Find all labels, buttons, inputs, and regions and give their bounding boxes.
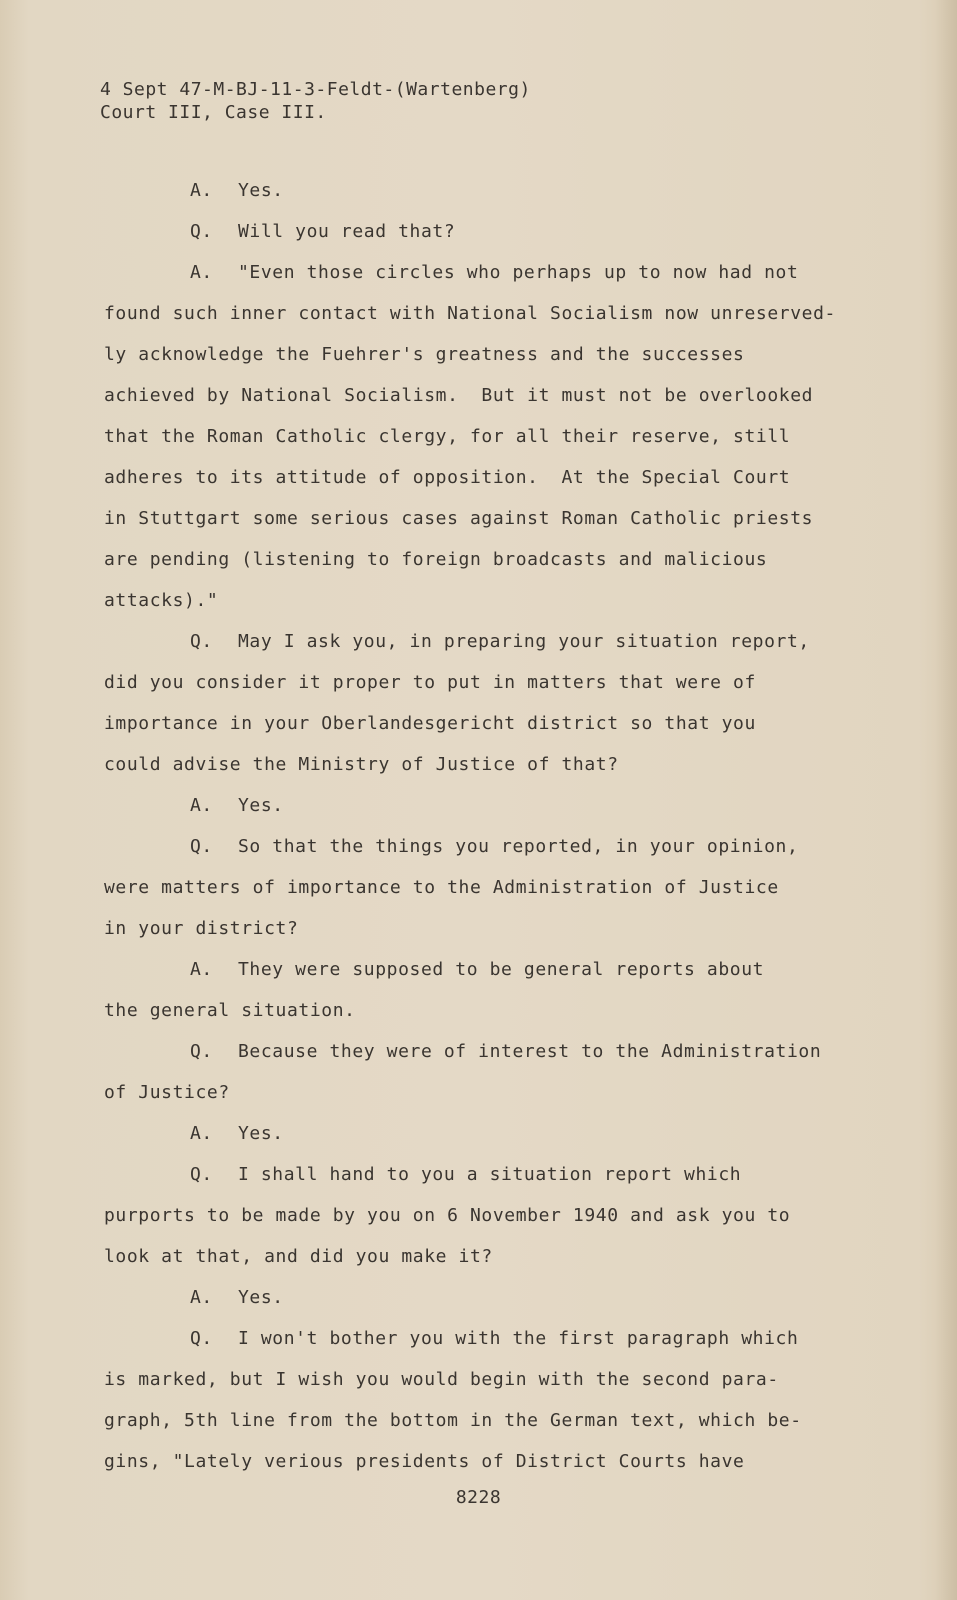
- transcript-text: graph, 5th line from the bottom in the German text, which be-: [104, 1410, 802, 1431]
- transcript-continuation-line: [104, 1195, 904, 1236]
- transcript-continuation-line: [104, 990, 904, 1031]
- transcript-continuation-line: [104, 1236, 904, 1277]
- transcript-exchange-first-line: [104, 252, 904, 293]
- transcript-text: adheres to its attitude of opposition. At the Special Court: [104, 467, 791, 488]
- transcript-text: achieved by National Socialism. But it must not be overlooked: [104, 385, 814, 406]
- page-edge-shadow: [935, 0, 957, 1600]
- transcript-exchange-first-line: [104, 826, 904, 867]
- transcript-exchange-first-line: [104, 1031, 904, 1072]
- transcript-text: Yes.: [238, 1123, 284, 1144]
- transcript-text: look at that, and did you make it?: [104, 1246, 493, 1267]
- speaker-label: A.: [190, 262, 213, 283]
- speaker-label: Q.: [190, 221, 213, 242]
- transcript-text: Yes.: [238, 795, 284, 816]
- speaker-label: A.: [190, 180, 213, 201]
- transcript-text: importance in your Oberlandesgericht district so that you: [104, 713, 756, 734]
- transcript-text: of Justice?: [104, 1082, 230, 1103]
- speaker-label: Q.: [190, 1164, 213, 1185]
- page-number: 8228: [455, 1487, 502, 1508]
- transcript-continuation-line: [104, 1072, 904, 1113]
- transcript-text: May I ask you, in preparing your situation report,: [238, 631, 810, 652]
- transcript-text: I won't bother you with the first paragraph which: [238, 1328, 799, 1349]
- transcript-continuation-line: [104, 334, 904, 375]
- transcript-text: in Stuttgart some serious cases against Roman Catholic priests: [104, 508, 814, 529]
- transcript-exchange-first-line: [104, 621, 904, 662]
- speaker-label: A.: [190, 959, 213, 980]
- transcript-continuation-line: [104, 1400, 904, 1441]
- transcript-text: Yes.: [238, 1287, 284, 1308]
- speaker-label: A.: [190, 795, 213, 816]
- transcript-continuation-line: [104, 1359, 904, 1400]
- transcript-body: [104, 170, 904, 1482]
- transcript-exchange-first-line: [104, 170, 904, 211]
- transcript-continuation-line: [104, 662, 904, 703]
- transcript-text: found such inner contact with National Socialism now unreserved-: [104, 303, 836, 324]
- header-case-reference: 4 Sept 47-M-BJ-11-3-Feldt-(Wartenberg): [100, 79, 531, 100]
- speaker-label: Q.: [190, 1041, 213, 1062]
- speaker-label: Q.: [190, 1328, 213, 1349]
- transcript-continuation-line: [104, 457, 904, 498]
- speaker-label: Q.: [190, 836, 213, 857]
- transcript-continuation-line: [104, 908, 904, 949]
- transcript-continuation-line: [104, 1441, 904, 1482]
- transcript-continuation-line: [104, 416, 904, 457]
- transcript-text: Will you read that?: [238, 221, 456, 242]
- transcript-continuation-line: [104, 498, 904, 539]
- transcript-text: So that the things you reported, in your opinion,: [238, 836, 799, 857]
- transcript-continuation-line: [104, 293, 904, 334]
- transcript-continuation-line: [104, 375, 904, 416]
- transcript-continuation-line: [104, 744, 904, 785]
- transcript-text: that the Roman Catholic clergy, for all their reserve, still: [104, 426, 791, 447]
- transcript-text: were matters of importance to the Administration of Justice: [104, 877, 779, 898]
- speaker-label: A.: [190, 1123, 213, 1144]
- transcript-exchange-first-line: [104, 1277, 904, 1318]
- transcript-continuation-line: [104, 867, 904, 908]
- transcript-text: did you consider it proper to put in matters that were of: [104, 672, 756, 693]
- transcript-text: are pending (listening to foreign broadcasts and malicious: [104, 549, 768, 570]
- transcript-text: could advise the Ministry of Justice of that?: [104, 754, 619, 775]
- speaker-label: A.: [190, 1287, 213, 1308]
- transcript-text: Because they were of interest to the Administration: [238, 1041, 822, 1062]
- transcript-text: in your district?: [104, 918, 299, 939]
- transcript-exchange-first-line: [104, 949, 904, 990]
- transcript-continuation-line: [104, 580, 904, 621]
- transcript-text: I shall hand to you a situation report which: [238, 1164, 742, 1185]
- transcript-exchange-first-line: [104, 1154, 904, 1195]
- document-header: [100, 78, 531, 124]
- transcript-text: ly acknowledge the Fuehrer's greatness and the successes: [104, 344, 745, 365]
- speaker-label: Q.: [190, 631, 213, 652]
- transcript-exchange-first-line: [104, 1113, 904, 1154]
- transcript-text: is marked, but I wish you would begin with the second para-: [104, 1369, 779, 1390]
- transcript-continuation-line: [104, 539, 904, 580]
- header-court-line: Court III, Case III.: [100, 102, 327, 123]
- transcript-text: gins, "Lately verious presidents of District Courts have: [104, 1451, 745, 1472]
- transcript-continuation-line: [104, 703, 904, 744]
- transcript-exchange-first-line: [104, 1318, 904, 1359]
- transcript-text: purports to be made by you on 6 November 1940 and ask you to: [104, 1205, 791, 1226]
- transcript-text: the general situation.: [104, 1000, 356, 1021]
- transcript-exchange-first-line: [104, 785, 904, 826]
- transcript-text: "Even those circles who perhaps up to now had not: [238, 262, 799, 283]
- transcript-text: Yes.: [238, 180, 284, 201]
- transcript-text: attacks).": [104, 590, 219, 611]
- transcript-text: They were supposed to be general reports about: [238, 959, 765, 980]
- transcript-exchange-first-line: [104, 211, 904, 252]
